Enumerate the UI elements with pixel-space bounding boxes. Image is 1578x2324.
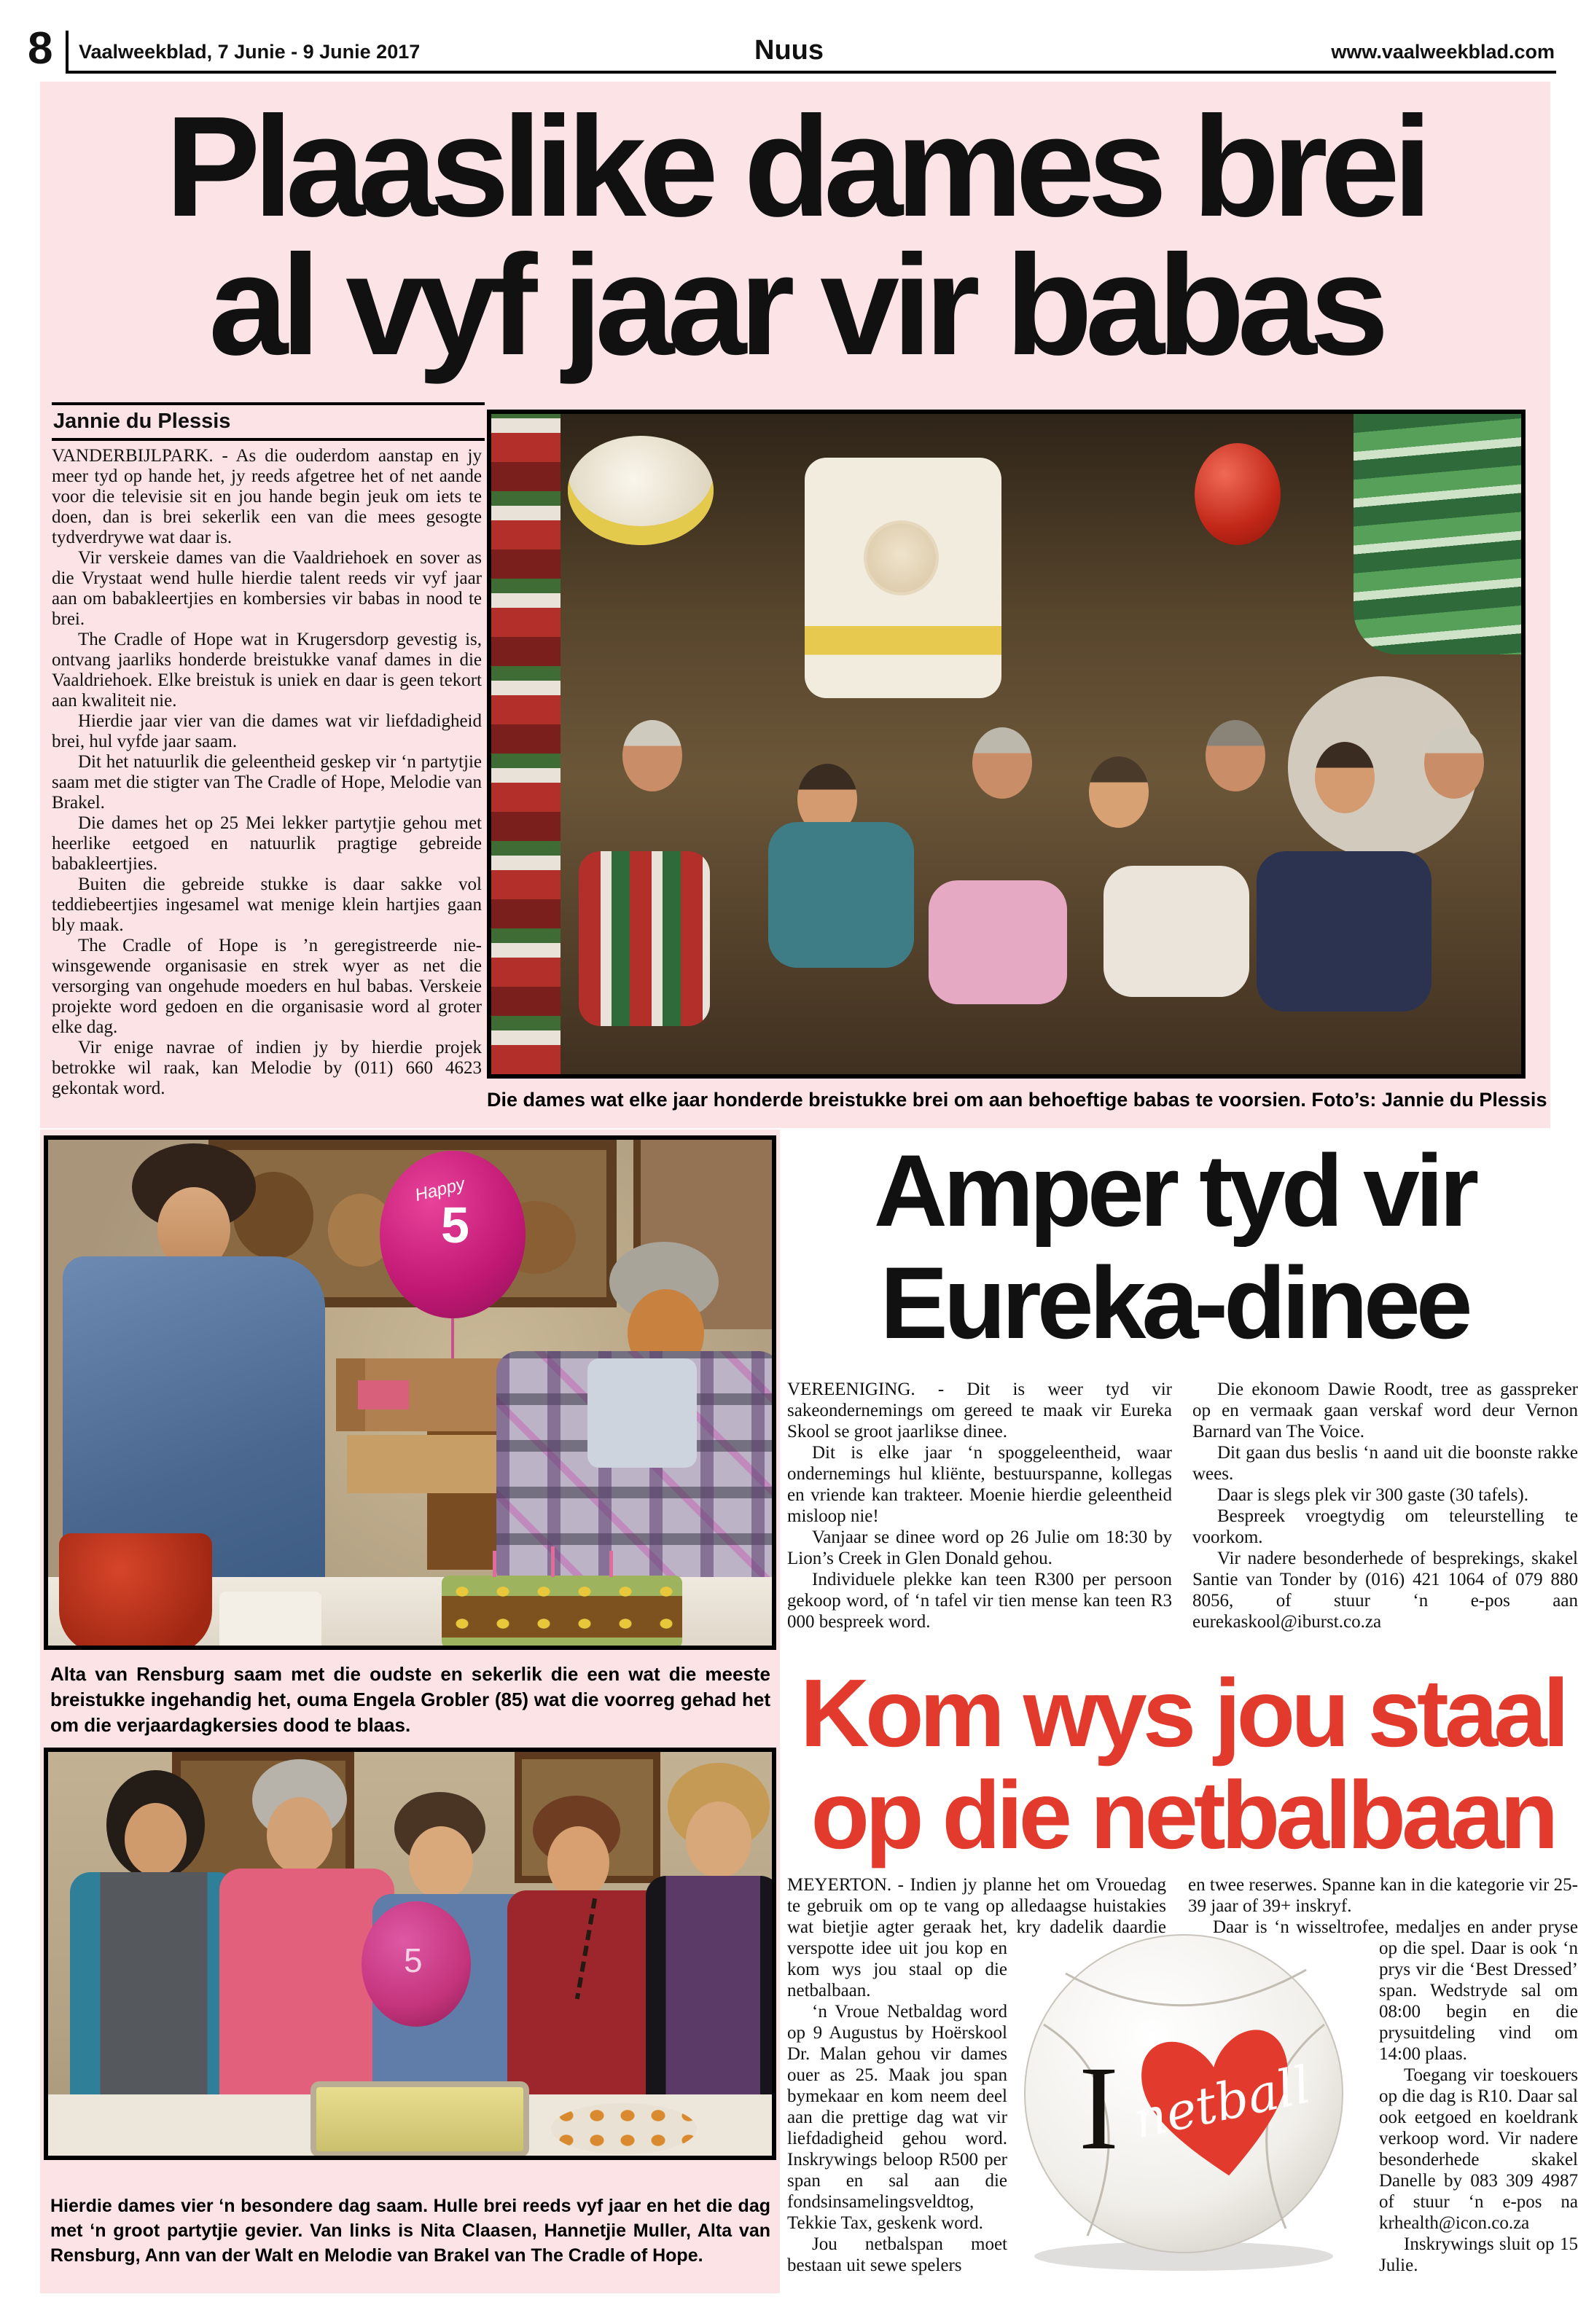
balloon-text-happy: Happy [413, 1174, 467, 1206]
netball-ball-image [1015, 1930, 1354, 2274]
main-headline-line1: Plaaslike dames brei [165, 87, 1426, 246]
eureka-column-2 [1192, 1379, 1578, 1632]
ball-text-netball: netball [1128, 2054, 1316, 2151]
paragraph: The Cradle of Hope is ’n geregistreerde nie-winsgewende organisasie en strek wyer as net die versorging van ongehude moeders en hul babas. Verskeie projekte word gedoen en die organisasie word al groter elke dag. [52, 936, 482, 1037]
paragraph: Hierdie jaar vier van die dames wat vir liefdadigheid brei, hul vyfde jaar saam. [52, 711, 482, 751]
knitted-hat [568, 436, 714, 545]
paragraph: Jou netbalspan moet bestaan uit sewe spelers [787, 2234, 1007, 2275]
box-label [358, 1380, 409, 1409]
paragraph: VEREENIGING. - Dit is weer tyd vir sakeondernemings om gereed te maak vir Eureka Skool se groot jaarlikse dinee. [787, 1380, 1172, 1441]
website-url: www.vaalweekblad.com [1331, 41, 1555, 63]
eureka-column-1 [787, 1379, 1172, 1632]
group-photo [44, 1748, 776, 2160]
red-balloon [1195, 443, 1281, 545]
green-knitwear [1354, 414, 1521, 654]
paragraph: Buiten die gebreide stukke is daar sakke vol teddiebeertjies ingesamel wat menige klein hartjies gaan bly maak. [52, 875, 482, 935]
page-number: 8 [28, 23, 53, 74]
napkin [219, 1592, 321, 1650]
snack-plate [551, 2103, 697, 2154]
netball-headline-line1: Kom wys jou staal [800, 1659, 1566, 1767]
teal-knitwear [768, 822, 914, 968]
red-pot [59, 1533, 212, 1650]
main-photo-caption: Die dames wat elke jaar honderde breistukke brei om aan behoeftige babas te voorsien. Foto’s: Jannie du Plessis [487, 1089, 1547, 1111]
paragraph: Vir verskeie dames van die Vaaldriehoek en sover as die Vrystaat wend hulle hierdie talent reeds vir vyf jaar aan om babakleertjies en kombersies vir babas in nood te brei. [52, 548, 482, 629]
crochet-blanket [491, 414, 560, 1074]
paragraph: Bespreek vroegtydig om teleurstelling te voorkom. [1192, 1506, 1578, 1547]
main-headline-line2: al vyf jaar vir babas [208, 225, 1382, 385]
person5-face [686, 1801, 751, 1878]
paragraph: Vir enige navrae of indien jy by hierdie projek betrokke wil raak, kan Melodie by (011) 660 4623 gekontak word. [52, 1038, 482, 1098]
candle [493, 1551, 496, 1577]
pink-balloon [362, 1901, 471, 2027]
paragraph: Die ekonoom Dawie Roodt, tree as gasspreker op en vermaak gaan verskaf word deur Vernon Barnard van The Voice. [1192, 1380, 1578, 1441]
cake-dish [310, 2081, 529, 2157]
paragraph: Dit gaan dus beslis ‘n aand uit die boonste rakke wees. [1192, 1443, 1578, 1484]
balloon-text-five: 5 [441, 1197, 469, 1253]
person3-face [409, 1826, 473, 1899]
group-photo-caption: Hierdie dames vier ‘n besondere dag saam. Hulle brei reeds vyf jaar en het die dag met ‘n groot partytjie gevier. Van links is Nita Claasen, Hannetjie Muller, Alta van Rensburg, Ann van der Walt en Melodie van Brakel van The Cradle of Hope. [50, 2196, 770, 2266]
paragraph: Daar is ‘n wisseltrofee, medaljes en ander pryse op die spel. Daar is ook ‘n prys vir die ‘Best Dressed’ span. Wedstryde sal om 08:00 begin en die prysuitdeling vind om 14:00 plaas. [1213, 1917, 1578, 2064]
photo-column-panel [40, 1130, 780, 2293]
paragraph: Inskrywings sluit op 15 Julie. [1379, 2234, 1578, 2275]
paragraph: MEYERTON. - Indien jy planne het om Vrouedag te gebruik om op te vang op alledaagse huistakies wat bietjie agter geraak het, kry dadelik daardie verspotte idee uit jou kop en kom wys jou staal op die netbalbaan. [787, 1875, 1166, 2000]
netball-headline-line2: op die netbalbaan [811, 1761, 1555, 1869]
face [622, 720, 682, 791]
face [1206, 720, 1265, 791]
candle [551, 1546, 555, 1577]
paragraph: Dit het natuurlik die geleentheid geskep vir ‘n partytjie saam met die stigter van The Cradle of Hope, Melodie van Brakel. [52, 752, 482, 813]
netball-ball-svg [1015, 1930, 1354, 2274]
blouse [587, 1358, 697, 1468]
ball-text-i: I [1079, 2041, 1119, 2175]
teddy-face [867, 523, 936, 592]
paragraph: Toegang vir toeskouers op die dag is R10. Daar sal ook eetgoed en koeldrank verkoop word. Vir nadere besonderhede skakel Danelle by 083 309 4987 of stuur ‘n e-pos na krhealth@icon.co.za [1379, 2065, 1578, 2233]
main-article-panel [40, 82, 1550, 1128]
face [1315, 742, 1375, 813]
face [1089, 756, 1149, 828]
crochet-squares [579, 851, 710, 1026]
paragraph: Daar is slegs plek vir 300 gaste (30 tafels). [1217, 1485, 1528, 1505]
candle [609, 1551, 613, 1577]
person4-face [547, 1826, 609, 1899]
cream-knitwear [1104, 866, 1249, 997]
masthead: Vaalweekblad, 7 Junie - 9 Junie 2017 [79, 41, 421, 63]
birthday-balloon [380, 1151, 526, 1318]
paragraph: Individuele plekke kan teen R300 per persoon gekoop word, of ‘n tafel vir tien mense kan teen R3 000 bespreek word. [787, 1570, 1172, 1632]
paragraph: The Cradle of Hope wat in Krugersdorp gevestig is, ontvang jaarliks honderde breistukke vanaf dames in die Vaaldriehoek. Elke breistuk is uniek en daar is geen tekort aan kwaliteit nie. [52, 630, 482, 711]
balloon2-text: 5 [404, 1941, 423, 1979]
main-photo [487, 410, 1526, 1079]
eureka-headline-line2: Eureka-dinee [880, 1245, 1469, 1360]
paragraph: Die dames het op 25 Mei lekker partytjie gehou met heerlike eetgoed en natuurlik pragtige gebreide babakleertjies. [52, 813, 482, 874]
paragraph: Dit is elke jaar ‘n spoggeleentheid, waar ondernemings hul kliënte, bestuurspanne, kollegas en vriende kan trakteer. Moenie hierdie geleentheid misloop nie! [787, 1443, 1172, 1526]
byline: Jannie du Plessis [52, 402, 485, 441]
face [1424, 727, 1484, 799]
birthday-photo [44, 1135, 776, 1650]
paragraph: en twee reserwes. Spanne kan in die kategorie vir 25-39 jaar of 39+ inskryf. [1188, 1875, 1578, 1916]
paragraph: Vir nadere besonderhede of besprekings, skakel Santie van Tonder by (016) 421 1064 of 079 880 8056, of stuur ‘n e-pos aan eurekaskool@iburst.co.za [1192, 1549, 1578, 1632]
person1-face [125, 1803, 187, 1876]
birthday-photo-caption: Alta van Rensburg saam met die oudste en sekerlik die een wat die meeste breistukke ingehandig het, ouma Engela Grobler (85) wat die voorreg gehad het om die verjaardagkersies dood te blaas. [50, 1663, 770, 1736]
person2-face [267, 1797, 332, 1874]
paragraph: VANDERBIJLPARK. - As die ouderdom aanstap en jy meer tyd op hande het, jy reeds afgetree het of net aande voor die televisie sit en jou hande begin jeuk om iets te doen, dan is brei sekerlik een van die mees gesogte tydverdrywe wat daar is. [52, 446, 482, 547]
birthday-cake [442, 1576, 682, 1648]
paragraph: Vanjaar se dinee word op 26 Julie om 18:30 by Lion’s Creek in Glen Donald gehou. [787, 1527, 1172, 1568]
eureka-article-body [787, 1379, 1578, 1632]
eureka-headline-line1: Amper tyd vir [873, 1133, 1475, 1248]
dark-clothing [1257, 851, 1431, 1012]
face [972, 727, 1032, 799]
main-article-body [52, 446, 482, 1099]
pink-knitwear [929, 880, 1067, 1004]
header-rule [66, 71, 1556, 74]
section-title: Nuus [754, 35, 824, 66]
paragraph: ‘n Vroue Netbaldag word op 9 Augustus by Hoërskool Dr. Malan gehou vir dames ouer as 25. Maak jou span bymekaar en kom neem deel aan die prettige dag wat vir liefdadigheid gehou word. Inskrywings beloop R500 per span en sal aan die fondsinsamelingsveldtog, Tekkie Tax, geskenk word. [787, 2002, 1007, 2233]
